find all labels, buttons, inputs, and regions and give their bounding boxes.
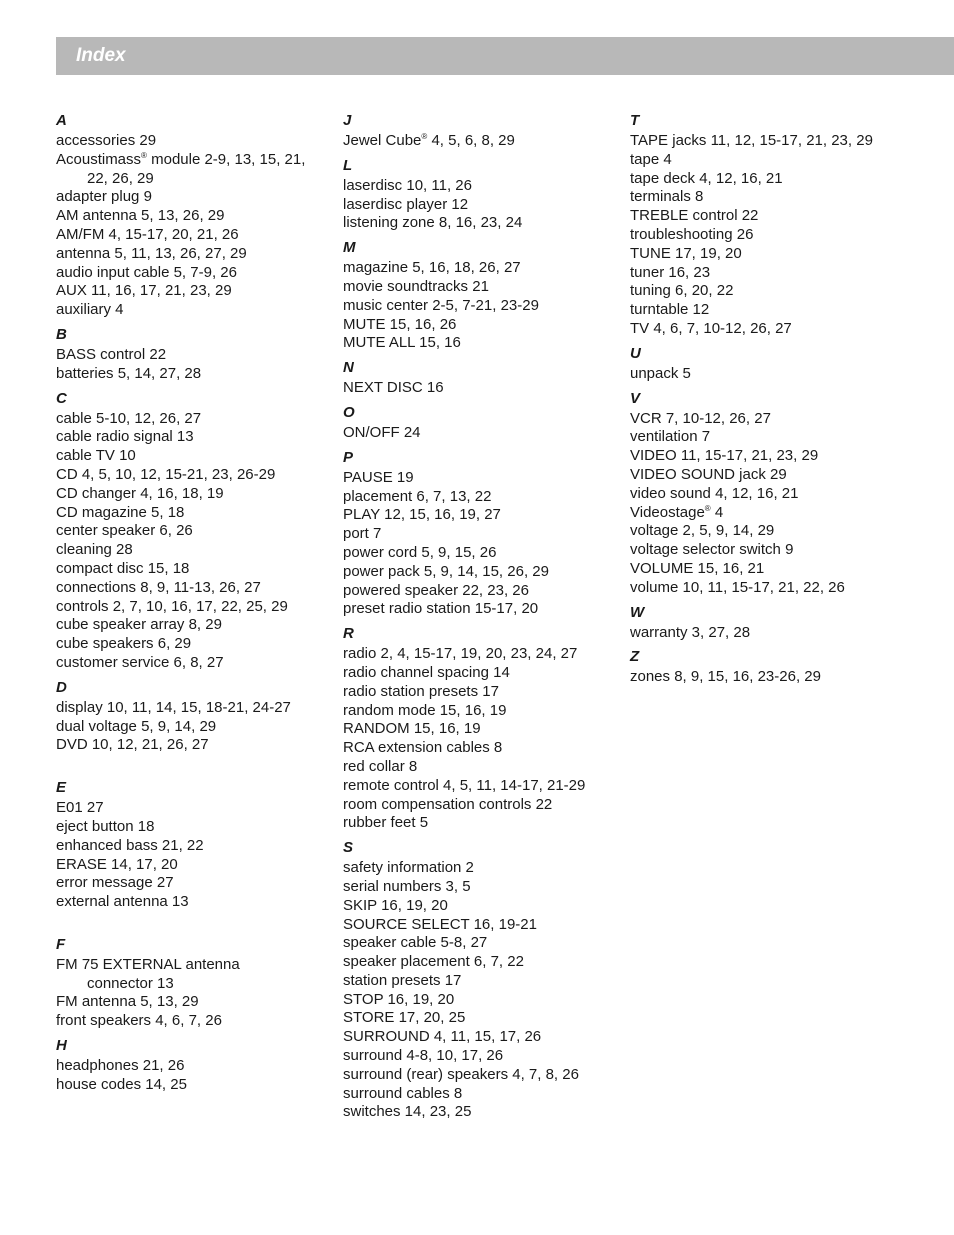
index-entry: zones 8, 9, 15, 16, 23-26, 29 <box>630 668 821 686</box>
index-entry: MUTE 15, 16, 26 <box>343 315 457 333</box>
index-entry: laserdisc player 12 <box>343 195 469 213</box>
index-entry: safety information 2 <box>343 859 474 877</box>
entry-term: Videostage <box>630 503 705 521</box>
index-entry: headphones 21, 26 <box>56 1057 185 1075</box>
entry-term: FM 75 EXTERNAL antenna <box>56 955 240 973</box>
index-entry: dual voltage 5, 9, 14, 29 <box>56 717 217 735</box>
index-entry: remote control 4, 5, 11, 14-17, 21-29 <box>343 776 586 794</box>
index-entry: audio input cable 5, 7-9, 26 <box>56 263 237 281</box>
section-letter: J <box>343 112 352 129</box>
index-entry: DVD 10, 12, 21, 26, 27 <box>56 736 209 754</box>
index-entry: batteries 5, 14, 27, 28 <box>56 364 202 382</box>
index-entry: voltage selector switch 9 <box>630 541 794 559</box>
index-section <box>56 930 331 1031</box>
entry-pages: 4, 5, 6, 8, 29 <box>427 132 515 149</box>
index-entry: cable 5-10, 12, 26, 27 <box>56 409 202 427</box>
index-entry: tape deck 4, 12, 16, 21 <box>630 169 783 187</box>
section-letter: L <box>343 156 353 174</box>
index-entry: RCA extension cables 8 <box>343 739 503 757</box>
index-entry: placement 6, 7, 13, 22 <box>343 487 492 505</box>
index-section <box>630 384 905 598</box>
index-entry: VCR 7, 10-12, 26, 27 <box>630 409 771 427</box>
entry-term: Jewel Cube <box>343 132 422 149</box>
index-entry: enhanced bass 21, 22 <box>56 836 204 854</box>
index-entry: SOURCE SELECT 16, 19-21 <box>343 915 537 933</box>
index-entry: cable radio signal 13 <box>56 428 194 446</box>
index-entry: external antenna 13 <box>56 893 189 911</box>
index-section <box>56 106 331 320</box>
index-section <box>343 233 618 353</box>
index-entry: speaker placement 6, 7, 22 <box>343 953 524 971</box>
section-letter: W <box>630 603 645 621</box>
index-entry: SURROUND 4, 11, 15, 17, 26 <box>343 1028 542 1046</box>
index-entry: radio station presets 17 <box>343 682 499 700</box>
index-entry: video sound 4, 12, 16, 21 <box>630 484 799 502</box>
index-entry: CD magazine 5, 18 <box>56 503 185 521</box>
index-entry: ventilation 7 <box>630 428 711 446</box>
section-letter: O <box>343 403 355 421</box>
index-entry: cable TV 10 <box>56 447 136 465</box>
index-entry: MUTE ALL 15, 16 <box>343 334 461 352</box>
index-section <box>56 384 331 673</box>
index-entry: CD changer 4, 16, 18, 19 <box>56 484 224 502</box>
index-entry: tuner 16, 23 <box>630 263 711 281</box>
index-entry: terminals 8 <box>630 188 704 206</box>
index-section <box>343 833 618 1122</box>
index-entry: power pack 5, 9, 14, 15, 26, 29 <box>343 562 549 580</box>
index-entry: front speakers 4, 6, 7, 26 <box>56 1012 222 1030</box>
index-entry: radio 2, 4, 15-17, 19, 20, 23, 24, 27 <box>343 645 578 663</box>
index-entry: volume 10, 11, 15-17, 21, 22, 26 <box>630 578 845 596</box>
index-entry: compact disc 15, 18 <box>56 559 190 577</box>
index-entry: speaker cable 5-8, 27 <box>343 934 488 952</box>
index-section <box>343 619 618 833</box>
index-entry: red collar 8 <box>343 757 418 775</box>
index-entry: controls 2, 7, 10, 16, 17, 22, 25, 29 <box>56 597 288 615</box>
section-letter: U <box>630 344 641 362</box>
index-entry: E01 27 <box>56 799 104 817</box>
index-entry: listening zone 8, 16, 23, 24 <box>343 214 523 232</box>
page-title: Index <box>76 45 126 66</box>
section-letter: Z <box>630 648 640 666</box>
index-entry: ERASE 14, 17, 20 <box>56 855 178 873</box>
index-entry: TAPE jacks 11, 12, 15-17, 21, 23, 29 <box>630 132 873 149</box>
index-entry: connections 8, 9, 11-13, 26, 27 <box>56 578 261 596</box>
index-entry: PAUSE 19 <box>343 468 414 486</box>
index-entry: voltage 2, 5, 9, 14, 29 <box>630 522 775 540</box>
index-entry: music center 2-5, 7-21, 23-29 <box>343 296 539 314</box>
index-section <box>343 151 618 233</box>
index-entry: power cord 5, 9, 15, 26 <box>343 543 497 561</box>
section-letter: N <box>343 359 354 377</box>
index-entry: turntable 12 <box>630 301 710 319</box>
index-entry: house codes 14, 25 <box>56 1075 187 1093</box>
index-entry: accessories 29 <box>56 132 157 149</box>
index-entry <box>56 151 331 189</box>
entry-term: Acoustimass <box>56 150 142 168</box>
index-section <box>56 773 331 930</box>
index-column-2 <box>343 106 618 1122</box>
section-letter: V <box>630 389 641 407</box>
index-entry: customer service 6, 8, 27 <box>56 653 224 671</box>
section-gap <box>56 755 331 773</box>
index-entry: AM/FM 4, 15-17, 20, 21, 26 <box>56 225 239 243</box>
header-bar <box>56 37 954 75</box>
index-entry: ON/OFF 24 <box>343 423 421 441</box>
registered-mark: ® <box>704 503 711 513</box>
index-entry: BASS control 22 <box>56 345 167 363</box>
index-entry: magazine 5, 16, 18, 26, 27 <box>343 259 521 277</box>
index-column-1 <box>56 106 331 1095</box>
index-entry: adapter plug 9 <box>56 188 152 206</box>
index-entry: powered speaker 22, 23, 26 <box>343 581 529 599</box>
index-entry <box>630 504 905 523</box>
index-section <box>343 398 618 443</box>
section-letter: R <box>343 625 354 643</box>
index-entry: error message 27 <box>56 874 174 892</box>
index-entry: tape 4 <box>630 150 672 168</box>
registered-mark: ® <box>141 150 147 160</box>
index-entry: NEXT DISC 16 <box>343 379 444 397</box>
registered-mark: ® <box>421 132 428 141</box>
entry-continuation: connector 13 <box>87 974 174 992</box>
index-entry <box>56 956 331 994</box>
index-section <box>343 443 618 619</box>
index-section <box>630 339 905 384</box>
section-letter: D <box>56 678 67 696</box>
entry-pages: 4 <box>710 503 724 521</box>
index-entry: VIDEO 11, 15-17, 21, 23, 29 <box>630 447 819 465</box>
index-entry: cube speaker array 8, 29 <box>56 616 222 634</box>
index-entry: serial numbers 3, 5 <box>343 877 471 895</box>
section-letter: S <box>343 839 354 857</box>
section-letter: B <box>56 325 67 343</box>
index-entry: RANDOM 15, 16, 19 <box>343 720 481 738</box>
section-letter: T <box>630 112 640 129</box>
index-entry: TUNE 17, 19, 20 <box>630 244 742 262</box>
index-entry: eject button 18 <box>56 817 155 835</box>
index-entry: VOLUME 15, 16, 21 <box>630 559 765 577</box>
section-letter: E <box>56 779 67 797</box>
index-section <box>343 106 618 151</box>
entry-pages: module 2-9, 13, 15, 21, <box>146 150 306 168</box>
index-column-3 <box>630 106 905 687</box>
index-entry: surround cables 8 <box>343 1084 463 1102</box>
section-letter: P <box>343 448 354 466</box>
index-entry: tuning 6, 20, 22 <box>630 282 734 300</box>
index-entry: center speaker 6, 26 <box>56 522 193 540</box>
index-entry: AM antenna 5, 13, 26, 29 <box>56 207 225 225</box>
index-entry: troubleshooting 26 <box>630 225 754 243</box>
index-entry: TREBLE control 22 <box>630 207 759 225</box>
section-letter: A <box>56 112 67 129</box>
index-entry: AUX 11, 16, 17, 21, 23, 29 <box>56 282 232 300</box>
index-section <box>630 598 905 643</box>
section-letter: F <box>56 935 66 953</box>
index-entry: antenna 5, 11, 13, 26, 27, 29 <box>56 244 247 262</box>
index-entry: unpack 5 <box>630 364 691 382</box>
index-entry: room compensation controls 22 <box>343 795 553 813</box>
index-entry: FM antenna 5, 13, 29 <box>56 993 199 1011</box>
index-entry: laserdisc 10, 11, 26 <box>343 176 472 194</box>
index-entry: radio channel spacing 14 <box>343 663 510 681</box>
index-entry: movie soundtracks 21 <box>343 277 489 295</box>
section-letter: C <box>56 389 67 407</box>
index-entry: rubber feet 5 <box>343 814 429 832</box>
index-entry: STOP 16, 19, 20 <box>343 990 455 1008</box>
index-entry: surround (rear) speakers 4, 7, 8, 26 <box>343 1065 579 1083</box>
index-entry: surround 4-8, 10, 17, 26 <box>343 1047 504 1065</box>
index-entry: station presets 17 <box>343 971 462 989</box>
index-entry: cleaning 28 <box>56 541 133 559</box>
index-entry: random mode 15, 16, 19 <box>343 701 507 719</box>
index-section <box>343 353 618 398</box>
index-section <box>630 106 905 339</box>
index-entry: PLAY 12, 15, 16, 19, 27 <box>343 506 501 524</box>
entry-continuation: 22, 26, 29 <box>87 169 154 187</box>
index-section <box>630 642 905 687</box>
index-entry: TV 4, 6, 7, 10-12, 26, 27 <box>630 319 792 337</box>
index-section <box>56 320 331 384</box>
index-entry: warranty 3, 27, 28 <box>630 623 751 641</box>
index-entry: VIDEO SOUND jack 29 <box>630 465 787 483</box>
index-entry: preset radio station 15-17, 20 <box>343 600 539 618</box>
index-entry: CD 4, 5, 10, 12, 15-21, 23, 26-29 <box>56 465 276 483</box>
index-entry: STORE 17, 20, 25 <box>343 1009 466 1027</box>
index-entry: switches 14, 23, 25 <box>343 1103 472 1121</box>
index-section <box>56 673 331 773</box>
section-gap <box>56 912 331 930</box>
index-section <box>56 1031 331 1095</box>
index-entry <box>343 132 618 151</box>
index-entry: auxiliary 4 <box>56 301 124 319</box>
index-entry: display 10, 11, 14, 15, 18-21, 24-27 <box>56 698 291 716</box>
section-letter: M <box>343 239 356 257</box>
index-entry: cube speakers 6, 29 <box>56 635 192 653</box>
section-letter: H <box>56 1037 67 1055</box>
index-entry: port 7 <box>343 525 382 543</box>
index-entry: SKIP 16, 19, 20 <box>343 896 448 914</box>
